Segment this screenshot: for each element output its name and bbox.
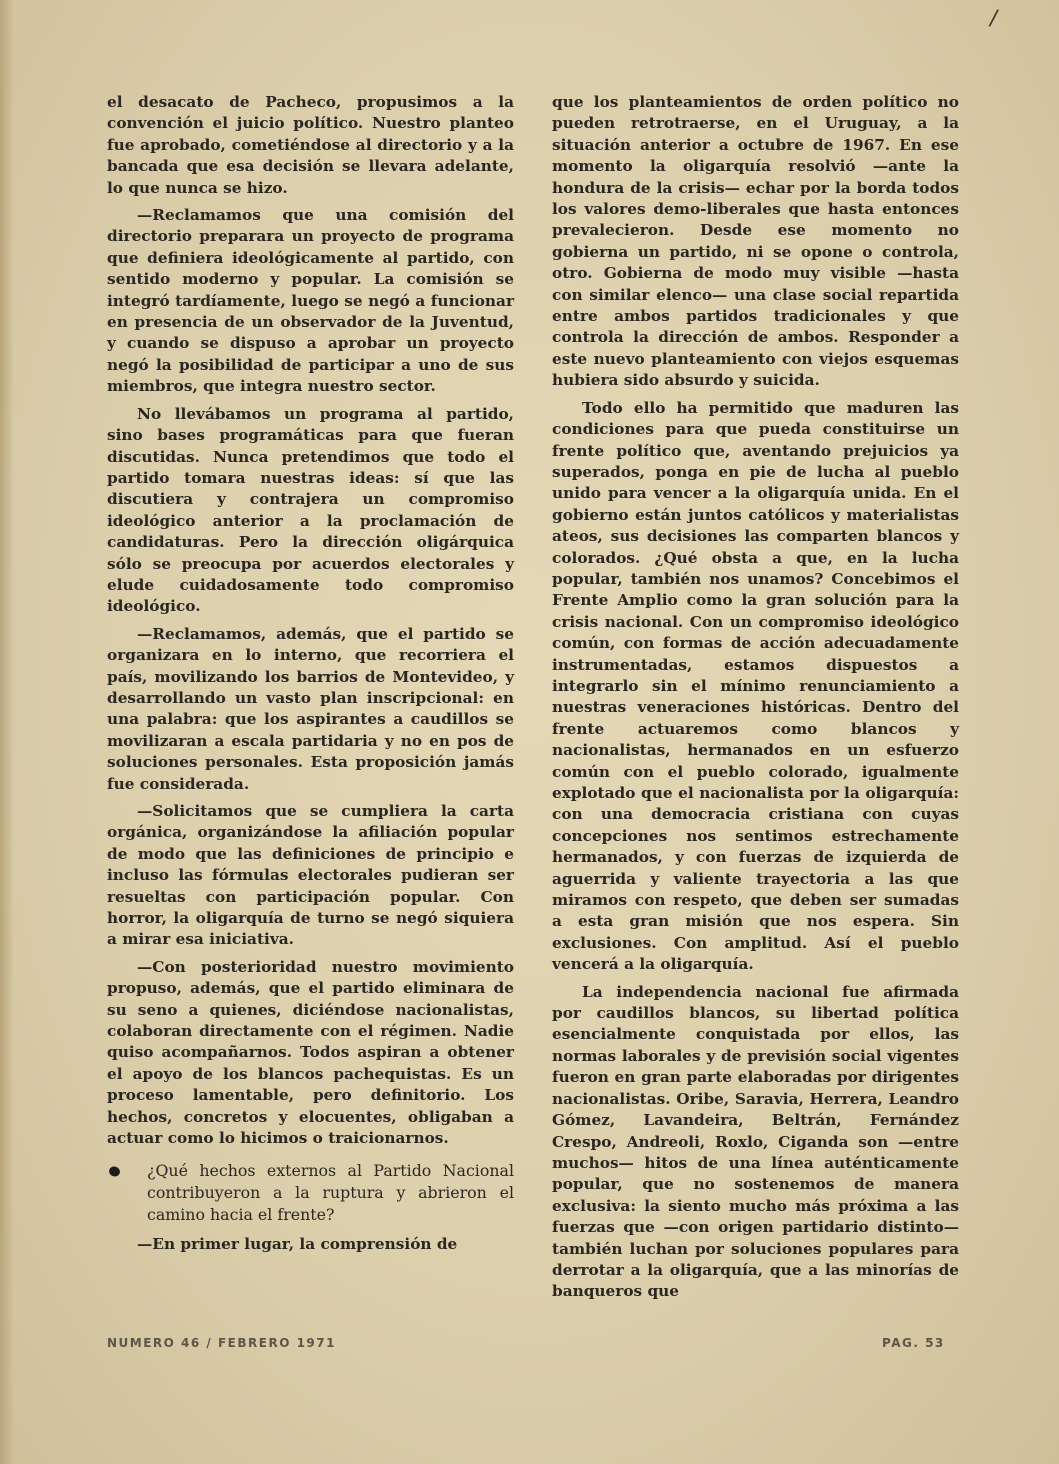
right-paragraph-2: Todo ello ha permitido que maduren las condiciones para que pueda constituirse un frente político que, aventando prejuicios ya superados, ponga en pie de lucha al pueblo unido para vencer a la oligarquía unida. En el gobierno están juntos católicos y materialistas ateos, sus decisiones las comparten blancos y colorados. ¿Qué obsta a que, en la lucha popular, también nos unamos? Concebimos el Frente Amplio como la gran solución para la crisis nacional. Con un compromiso ideológico común, con formas de acción adecuadamente instrumentadas, estamos dispuestos a integrarlo sin el mínimo renunciamiento a nuestras veneraciones históricas. Dentro del frente actuaremos como blancos y nacionalistas, hermanados en un esfuerzo común con el pueblo colorado, igualmente explotado que el nacionalista por la oligarquía: con una democracia cristiana con cuyas concepciones nos sentimos estrechamente hermanados, y con fuerzas de izquierda de aguerrida y valiente trayectoria a las que miramos con respeto, que deben ser sumadas a esta gran misión que nos espera. Sin exclusiones. Con amplitud. Así el pueblo vencerá a la oligarquía. xyxy=(552,398,959,974)
issue-footer: NUMERO 46 / FEBRERO 1971 xyxy=(107,1336,336,1350)
left-paragraph-5: —Solicitamos que se cumpliera la carta orgánica, organizándose la afiliación popular de modo que las definiciones de principio e incluso las fórmulas electorales pudieran ser resueltas con participación popular. Con horror, la oligarquía de turno se negó siquiera a mirar esa iniciativa. xyxy=(107,802,514,949)
right-paragraph-3: La independencia nacional fue afirmada por caudillos blancos, su libertad política esencialmente conquistada por ellos, las normas laborales y de previsión social vigentes fueron en gran parte elaboradas por dirigentes nacionalistas. Oribe, Saravia, Herrera, Leandro Gómez, Lavandeira, Beltrán, Fernández Crespo, Andreoli, Roxlo, Cigandа son —entre muchos— hitos de una línea auténticamente popular, que no sostenemos de manera exclusiva: la siento mucho más próxima a las fuerzas que —con origen partidario distinto— también luchan por soluciones populares para derrotar a la oligarquía, que a las minorías de banqueros que xyxy=(552,982,959,1301)
left-paragraph-1: el desacato de Pacheco, propusimos a la convención el juicio político. Nuestro planteo fue aprobado, cometiéndose al directorio y a la bancada que esa decisión se llevara adelante, lo que nunca se hizo. xyxy=(107,93,514,197)
page-number: PAG. 53 xyxy=(882,1336,945,1350)
right-paragraph-1: que los planteamientos de orden político no pueden retrotraerse, en el Uruguay, a la situación anterior a octubre de 1967. En ese momento la oligarquía resolvió —ante la hondura de la crisis— echar por la borda todos los valores demo-liberales que hasta entonces prevalecieron. Desde ese momento no gobierna un partido, ni se opone o controla, otro. Gobierna de modo muy visible —hasta con similar elenco— una clase social repartida entre ambos partidos tradicionales y que controla la dirección de ambos. Responder a este nuevo planteamiento con viejos esquemas hubiera sido absurdo y suicida. xyxy=(552,93,959,390)
left-paragraph-3: No llevábamos un programa al partido, sino bases programáticas para que fueran discutidas. Nunca pretendimos que todo el partido tomara nuestras ideas: sí que las discutiera y contrajera un compromiso ideológico anterior a la proclamación de candidaturas. Pero la dirección oligárquica sólo se preocupa por acuerdos electorales y elude cuidadosamente todo compromiso ideológico. xyxy=(107,404,514,616)
left-paragraph-2: —Reclamamos que una comisión del directorio preparara un proyecto de programa que definiera ideológicamente al partido, con sentido moderno y popular. La comisión se integró tardíamente, luego se negó a funcionar en presencia de un observador de la Juventud, y cuando se dispuso a aprobar un proyecto negó la posibilidad de participar a uno de sus miembros, que integra nuestro sector. xyxy=(107,206,514,396)
bullet-icon xyxy=(108,1164,122,1177)
question-text: ¿Qué hechos externos al Partido Nacional contribuyeron a la ruptura y abrieron el camino hacia el frente? xyxy=(147,1160,514,1224)
left-paragraph-6: —Con posterioridad nuestro movimiento propuso, además, que el partido eliminara de su seno a quienes, diciéndose nacionalistas, colaboran directamente con el régimen. Nadie quiso acompañarnos. Todos aspiran a obtener el apoyo de los blancos pachequistas. Es un proceso lamentable, pero definitorio. Los hechos, concretos y elocuentes, obligaban a actuar como lo hicimos o traicionarnos. xyxy=(107,957,514,1148)
page-binding-shadow xyxy=(0,0,14,1464)
left-paragraph-4: —Reclamamos, además, que el partido se organizara en lo interno, que recorriera el país, movilizando los barrios de Montevideo, y desarrollando un vasto plan inscripcional: en una palabra: que los aspirantes a caudillos se movilizaran a escala partidaria y no en pos de soluciones personales. Esta proposición jamás fue considerada. xyxy=(107,624,514,793)
answer-start: —En primer lugar, la comprensión de xyxy=(137,1234,458,1253)
corner-pen-mark: / xyxy=(987,5,1000,32)
right-column xyxy=(552,92,959,1309)
left-column xyxy=(107,92,514,1261)
interview-question xyxy=(107,1160,514,1226)
